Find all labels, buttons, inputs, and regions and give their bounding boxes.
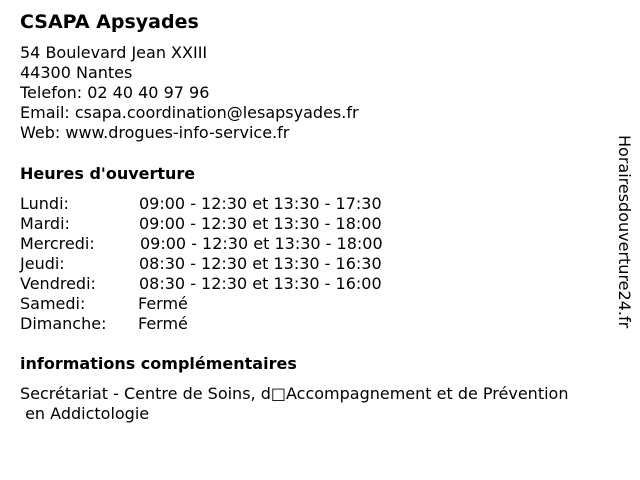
street-address: 54 Boulevard Jean XXIII bbox=[20, 43, 208, 62]
time-range: 09:00 - 12:30 et 13:30 - 17:30 bbox=[139, 194, 382, 213]
additional-info bbox=[20, 384, 620, 424]
address-block bbox=[20, 43, 359, 143]
watermark-text: Horairesdouverture24.fr bbox=[615, 135, 634, 329]
time-range: 09:00 - 12:30 et 13:30 - 18:00 bbox=[140, 234, 383, 253]
day-label: Mardi: bbox=[20, 214, 70, 233]
email: Email: csapa.coordination@lesapsyades.fr bbox=[20, 103, 359, 122]
day-label: Vendredi: bbox=[20, 274, 96, 293]
time-range: Fermé bbox=[138, 314, 188, 333]
website: Web: www.drogues-info-service.fr bbox=[20, 123, 290, 142]
time-range: Fermé bbox=[138, 294, 188, 313]
hours-heading: Heures d'ouverture bbox=[20, 164, 196, 183]
page-title: CSAPA Apsyades bbox=[20, 11, 199, 33]
info-text-line: Secrétariat - Centre de Soins, d□Accompagnement et de Prévention bbox=[20, 384, 569, 403]
time-range: 08:30 - 12:30 et 13:30 - 16:30 bbox=[139, 254, 382, 273]
info-text-line: en Addictologie bbox=[20, 404, 150, 423]
day-label: Mercredi: bbox=[20, 234, 95, 253]
city: 44300 Nantes bbox=[20, 63, 133, 82]
phone: Telefon: 02 40 40 97 96 bbox=[20, 83, 210, 102]
info-heading: informations complémentaires bbox=[20, 354, 297, 373]
day-label: Lundi: bbox=[20, 194, 69, 213]
time-range: 08:30 - 12:30 et 13:30 - 16:00 bbox=[139, 274, 382, 293]
watermark-vertical bbox=[612, 135, 636, 345]
day-label: Dimanche: bbox=[20, 314, 107, 333]
day-label: Jeudi: bbox=[20, 254, 65, 273]
time-range: 09:00 - 12:30 et 13:30 - 18:00 bbox=[139, 214, 382, 233]
day-label: Samedi: bbox=[20, 294, 86, 313]
